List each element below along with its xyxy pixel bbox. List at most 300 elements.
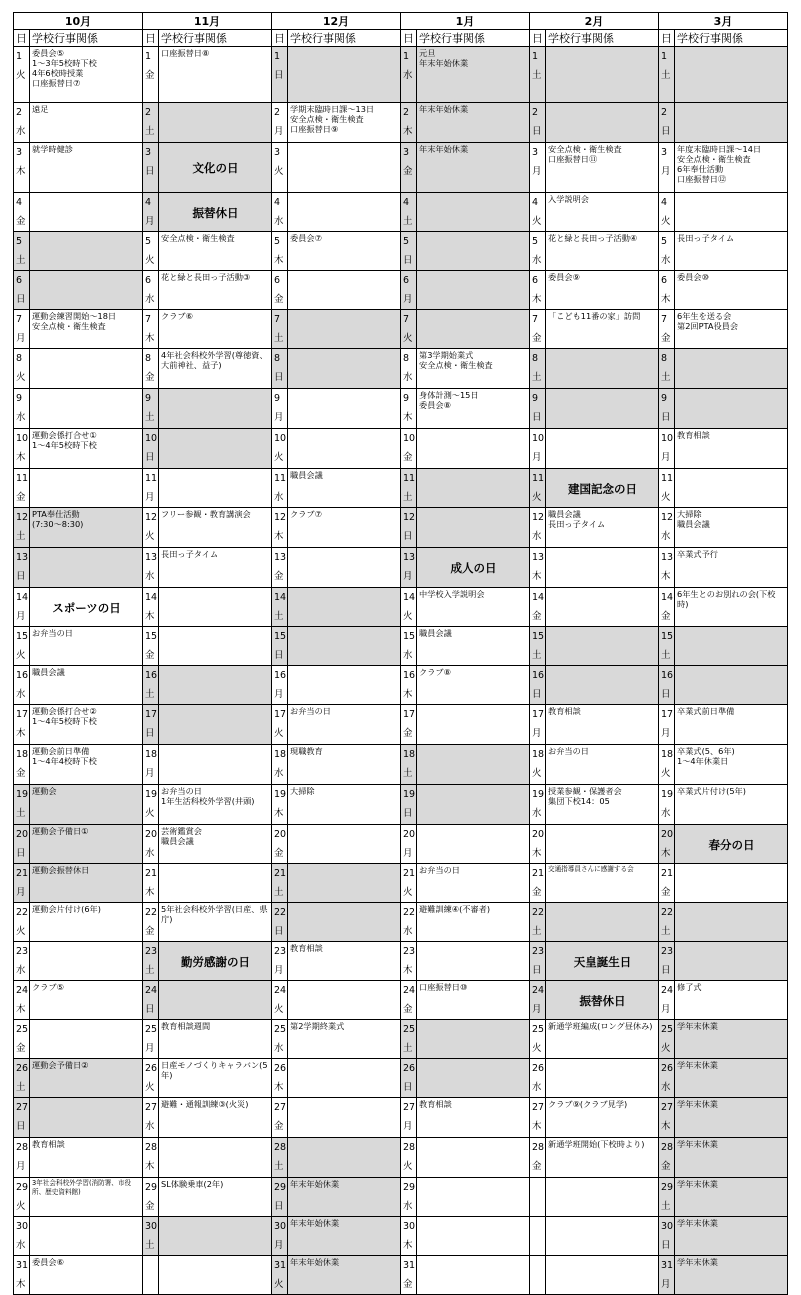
weekday: 水	[145, 1121, 155, 1132]
day-cell	[272, 271, 288, 310]
day-number: 26	[145, 1063, 158, 1074]
weekday: 火	[16, 372, 26, 383]
weekday: 月	[403, 571, 413, 582]
calendar-row	[14, 193, 788, 232]
day-number: 23	[274, 946, 287, 957]
day-number: 2	[403, 107, 410, 118]
weekday: 火	[274, 1004, 284, 1015]
day-cell	[14, 349, 30, 389]
day-cell	[14, 232, 30, 271]
month-header: 10月	[14, 13, 143, 30]
day-cell	[401, 349, 417, 389]
weekday: 土	[145, 126, 155, 137]
day-cell	[14, 389, 30, 429]
day-number: 20	[403, 829, 416, 840]
day-number: 30	[661, 1221, 674, 1232]
day-cell	[401, 1059, 417, 1098]
event-cell: 卒業式前日準備	[675, 705, 788, 745]
day-number: 13	[145, 552, 158, 563]
day-cell	[14, 508, 30, 548]
day-cell	[659, 666, 675, 705]
day-number: 14	[145, 592, 158, 603]
day-column-header: 日	[143, 30, 159, 47]
day-cell	[143, 103, 159, 143]
day-number: 3	[403, 147, 410, 158]
event-cell: 委員会⑦	[288, 232, 401, 271]
day-number: 13	[532, 552, 545, 563]
event-cell	[417, 271, 530, 310]
calendar-row	[14, 666, 788, 705]
day-number: 20	[661, 829, 674, 840]
weekday: 金	[403, 728, 413, 739]
weekday: 月	[661, 1279, 671, 1290]
day-number: 15	[403, 631, 416, 642]
weekday: 金	[661, 611, 671, 622]
weekday: 月	[403, 1121, 413, 1132]
weekday: 土	[145, 412, 155, 423]
event-cell	[288, 143, 401, 193]
day-number: 26	[274, 1063, 287, 1074]
weekday: 月	[532, 728, 542, 739]
weekday: 月	[145, 492, 155, 503]
weekday: 火	[532, 768, 542, 779]
day-cell	[14, 47, 30, 103]
weekday: 木	[274, 1082, 284, 1093]
weekday: 水	[274, 768, 284, 779]
day-number: 30	[403, 1221, 416, 1232]
day-number: 4	[403, 197, 410, 208]
day-number: 19	[661, 789, 674, 800]
weekday: 土	[16, 255, 26, 266]
holiday-cell: スポーツの日	[30, 588, 143, 627]
calendar-row	[14, 1217, 788, 1256]
day-number: 8	[532, 353, 539, 364]
event-cell: 元旦 年末年始休業	[417, 47, 530, 103]
day-number: 10	[145, 433, 158, 444]
day-number: 5	[16, 236, 23, 247]
day-number: 18	[661, 749, 674, 760]
day-cell	[659, 103, 675, 143]
day-number: 23	[16, 946, 29, 957]
day-cell	[14, 705, 30, 745]
weekday: 火	[145, 255, 155, 266]
event-cell: 運動会前日準備 1～4年4校時下校	[30, 745, 143, 785]
day-number: 13	[661, 552, 674, 563]
weekday: 金	[274, 294, 284, 305]
weekday: 土	[16, 1082, 26, 1093]
day-cell	[14, 193, 30, 232]
day-cell	[530, 981, 546, 1020]
event-cell	[546, 389, 659, 429]
weekday: 木	[145, 611, 155, 622]
day-cell	[272, 469, 288, 508]
weekday: 金	[403, 1004, 413, 1015]
day-number: 18	[145, 749, 158, 760]
day-cell	[14, 271, 30, 310]
events-column-header: 学校行事関係	[546, 30, 659, 47]
day-cell	[272, 705, 288, 745]
day-cell	[659, 1020, 675, 1059]
day-number: 20	[145, 829, 158, 840]
event-cell	[288, 271, 401, 310]
day-cell	[143, 310, 159, 349]
weekday: 木	[16, 1004, 26, 1015]
event-cell: 職員会議	[30, 666, 143, 705]
day-number: 23	[403, 946, 416, 957]
event-cell: お弁当の日	[30, 627, 143, 666]
day-number: 3	[274, 147, 281, 158]
weekday: 日	[661, 689, 671, 700]
weekday: 月	[532, 1004, 542, 1015]
holiday-cell: 文化の日	[159, 143, 272, 193]
calendar-row	[14, 588, 788, 627]
weekday: 日	[274, 1201, 284, 1212]
event-cell: 学年末休業	[675, 1020, 788, 1059]
day-cell	[659, 627, 675, 666]
day-cell	[659, 508, 675, 548]
day-cell	[14, 1138, 30, 1178]
day-number: 5	[274, 236, 281, 247]
weekday: 日	[16, 294, 26, 305]
day-cell	[272, 981, 288, 1020]
weekday: 木	[16, 728, 26, 739]
weekday: 土	[532, 70, 542, 81]
day-cell	[14, 1217, 30, 1256]
day-cell	[14, 981, 30, 1020]
weekday: 日	[16, 1121, 26, 1132]
day-cell	[530, 389, 546, 429]
day-cell	[14, 103, 30, 143]
day-number: 31	[403, 1260, 416, 1271]
day-cell	[530, 548, 546, 588]
event-cell: 中学校入学説明会	[417, 588, 530, 627]
day-cell	[401, 389, 417, 429]
day-cell	[401, 627, 417, 666]
day-cell	[401, 1020, 417, 1059]
day-number: 1	[274, 51, 281, 62]
day-number: 11	[532, 473, 545, 484]
day-number: 7	[274, 314, 281, 325]
event-cell	[288, 666, 401, 705]
calendar-row	[14, 1138, 788, 1178]
weekday: 木	[145, 1161, 155, 1172]
day-cell	[272, 193, 288, 232]
day-number: 15	[145, 631, 158, 642]
day-cell	[401, 942, 417, 981]
event-cell	[546, 548, 659, 588]
weekday: 火	[532, 492, 542, 503]
event-cell	[288, 627, 401, 666]
weekday: 木	[532, 1121, 542, 1132]
weekday: 土	[661, 650, 671, 661]
event-cell	[288, 903, 401, 942]
event-cell: 6年生とのお別れの会(下校時)	[675, 588, 788, 627]
weekday: 水	[532, 1082, 542, 1093]
weekday: 木	[661, 571, 671, 582]
day-cell	[401, 588, 417, 627]
day-column-header: 日	[659, 30, 675, 47]
event-cell: 大掃除 職員会議	[675, 508, 788, 548]
event-cell	[546, 47, 659, 103]
event-cell: 年末年始休業	[288, 1217, 401, 1256]
day-number: 3	[145, 147, 152, 158]
day-number: 7	[532, 314, 539, 325]
event-cell	[546, 1059, 659, 1098]
day-cell	[143, 588, 159, 627]
day-cell	[14, 1020, 30, 1059]
day-number: 14	[403, 592, 416, 603]
day-cell	[401, 825, 417, 864]
day-number: 7	[403, 314, 410, 325]
weekday: 火	[145, 808, 155, 819]
day-number: 15	[661, 631, 674, 642]
day-cell	[272, 1059, 288, 1098]
day-number: 13	[403, 552, 416, 563]
weekday: 水	[403, 926, 413, 937]
event-cell: 職員会議	[417, 627, 530, 666]
weekday: 火	[274, 728, 284, 739]
day-cell	[659, 588, 675, 627]
event-cell	[546, 903, 659, 942]
day-number: 4	[274, 197, 281, 208]
day-cell	[272, 588, 288, 627]
day-number: 9	[274, 393, 281, 404]
day-number: 3	[532, 147, 539, 158]
day-cell	[659, 429, 675, 469]
day-number: 6	[532, 275, 539, 286]
weekday: 水	[403, 70, 413, 81]
day-number: 20	[16, 829, 29, 840]
day-cell	[143, 429, 159, 469]
day-number: 2	[661, 107, 668, 118]
day-cell	[272, 903, 288, 942]
day-number: 16	[532, 670, 545, 681]
day-number: 13	[274, 552, 287, 563]
weekday: 土	[403, 492, 413, 503]
day-cell	[143, 47, 159, 103]
weekday: 木	[532, 571, 542, 582]
day-cell	[401, 271, 417, 310]
weekday: 水	[532, 531, 542, 542]
event-cell: クラブ⑦	[288, 508, 401, 548]
day-number: 11	[16, 473, 29, 484]
event-cell	[675, 193, 788, 232]
day-cell	[401, 1098, 417, 1138]
day-cell	[272, 1098, 288, 1138]
day-number: 16	[274, 670, 287, 681]
weekday: 土	[274, 1161, 284, 1172]
day-number: 26	[532, 1063, 545, 1074]
calendar-row	[14, 903, 788, 942]
day-cell	[530, 47, 546, 103]
calendar-row	[14, 232, 788, 271]
event-cell: 委員会⑤ 1～3年5校時下校 4年6校時授業 口座振替日⑦	[30, 47, 143, 103]
day-cell	[272, 47, 288, 103]
weekday: 水	[16, 412, 26, 423]
weekday: 土	[145, 965, 155, 976]
event-cell: 運動会片付け(6年)	[30, 903, 143, 942]
event-cell	[288, 1059, 401, 1098]
day-cell	[14, 942, 30, 981]
day-number: 29	[16, 1182, 29, 1193]
event-cell	[417, 942, 530, 981]
event-cell: 運動会予備日①	[30, 825, 143, 864]
weekday: 金	[403, 166, 413, 177]
day-cell	[530, 1256, 546, 1295]
day-cell	[14, 469, 30, 508]
weekday: 木	[274, 531, 284, 542]
day-cell	[14, 310, 30, 349]
day-cell	[659, 232, 675, 271]
day-cell	[659, 785, 675, 825]
weekday: 土	[145, 1240, 155, 1251]
day-number: 21	[145, 868, 158, 879]
day-number: 2	[532, 107, 539, 118]
weekday: 土	[403, 768, 413, 779]
event-cell: 大掃除	[288, 785, 401, 825]
event-cell: 現職教育	[288, 745, 401, 785]
event-cell: 5年社会科校外学習(日産、県庁)	[159, 903, 272, 942]
day-cell	[401, 508, 417, 548]
day-number: 2	[274, 107, 281, 118]
day-number: 24	[16, 985, 29, 996]
day-cell	[143, 349, 159, 389]
weekday: 火	[274, 1279, 284, 1290]
day-number: 8	[274, 353, 281, 364]
event-cell	[288, 588, 401, 627]
events-column-header: 学校行事関係	[417, 30, 530, 47]
event-cell: 避難・通報訓練③(火災)	[159, 1098, 272, 1138]
event-cell	[546, 1178, 659, 1217]
day-cell	[659, 1098, 675, 1138]
day-cell	[272, 1020, 288, 1059]
weekday: 日	[661, 126, 671, 137]
day-number: 28	[145, 1142, 158, 1153]
day-cell	[530, 1020, 546, 1059]
event-cell	[546, 825, 659, 864]
day-number: 29	[661, 1182, 674, 1193]
weekday: 日	[403, 255, 413, 266]
day-number: 30	[145, 1221, 158, 1232]
event-cell: 教育相談	[675, 429, 788, 469]
day-number: 7	[145, 314, 152, 325]
calendar-row	[14, 508, 788, 548]
day-cell	[143, 389, 159, 429]
day-number: 1	[403, 51, 410, 62]
event-cell: 運動会予備日②	[30, 1059, 143, 1098]
event-cell	[159, 864, 272, 903]
day-cell	[272, 864, 288, 903]
event-cell	[159, 389, 272, 429]
day-number: 24	[661, 985, 674, 996]
day-cell	[14, 825, 30, 864]
day-number: 12	[403, 512, 416, 523]
day-cell	[659, 143, 675, 193]
day-cell	[401, 903, 417, 942]
day-number: 2	[16, 107, 23, 118]
day-cell	[143, 903, 159, 942]
holiday-cell: 建国記念の日	[546, 469, 659, 508]
event-cell: 遠足	[30, 103, 143, 143]
day-cell	[14, 588, 30, 627]
event-cell	[30, 271, 143, 310]
day-number: 23	[145, 946, 158, 957]
day-cell	[143, 627, 159, 666]
day-cell	[659, 271, 675, 310]
event-cell: お弁当の日	[417, 864, 530, 903]
weekday: 月	[274, 689, 284, 700]
day-number: 15	[16, 631, 29, 642]
weekday: 日	[661, 1240, 671, 1251]
day-cell	[143, 785, 159, 825]
weekday: 木	[403, 689, 413, 700]
day-number: 28	[403, 1142, 416, 1153]
day-cell	[659, 1256, 675, 1295]
event-cell	[288, 548, 401, 588]
day-cell	[401, 785, 417, 825]
day-number: 28	[661, 1142, 674, 1153]
day-cell	[401, 981, 417, 1020]
event-cell	[675, 864, 788, 903]
day-number: 8	[16, 353, 23, 364]
day-number: 12	[532, 512, 545, 523]
day-cell	[659, 745, 675, 785]
day-cell	[143, 745, 159, 785]
day-number: 24	[274, 985, 287, 996]
weekday: 日	[16, 848, 26, 859]
calendar-row	[14, 825, 788, 864]
event-cell	[675, 666, 788, 705]
day-number: 10	[532, 433, 545, 444]
day-number: 1	[145, 51, 152, 62]
event-cell: SL体験乗車(2年)	[159, 1178, 272, 1217]
day-number: 26	[16, 1063, 29, 1074]
day-number: 9	[16, 393, 23, 404]
weekday: 土	[661, 372, 671, 383]
day-column-header: 日	[272, 30, 288, 47]
day-number: 9	[403, 393, 410, 404]
event-cell	[417, 310, 530, 349]
weekday: 日	[532, 965, 542, 976]
weekday: 日	[532, 412, 542, 423]
day-cell	[143, 143, 159, 193]
weekday: 火	[661, 1043, 671, 1054]
day-cell	[530, 1138, 546, 1178]
month-header: 12月	[272, 13, 401, 30]
event-cell	[417, 1178, 530, 1217]
day-number: 22	[403, 907, 416, 918]
day-cell	[530, 627, 546, 666]
event-cell: 学年末休業	[675, 1217, 788, 1256]
day-number: 3	[661, 147, 668, 158]
event-cell: 第3学期始業式 安全点検・衛生検査	[417, 349, 530, 389]
day-cell	[530, 903, 546, 942]
day-cell	[659, 193, 675, 232]
event-cell: 「こども11番の家」訪問	[546, 310, 659, 349]
event-cell: 安全点検・衛生検査	[159, 232, 272, 271]
weekday: 火	[274, 452, 284, 463]
day-cell	[143, 508, 159, 548]
day-cell	[401, 745, 417, 785]
event-cell	[546, 666, 659, 705]
day-number: 30	[274, 1221, 287, 1232]
weekday: 火	[16, 70, 26, 81]
event-cell	[417, 429, 530, 469]
weekday: 月	[16, 887, 26, 898]
day-number: 27	[16, 1102, 29, 1113]
weekday: 金	[532, 333, 542, 344]
weekday: 月	[274, 412, 284, 423]
